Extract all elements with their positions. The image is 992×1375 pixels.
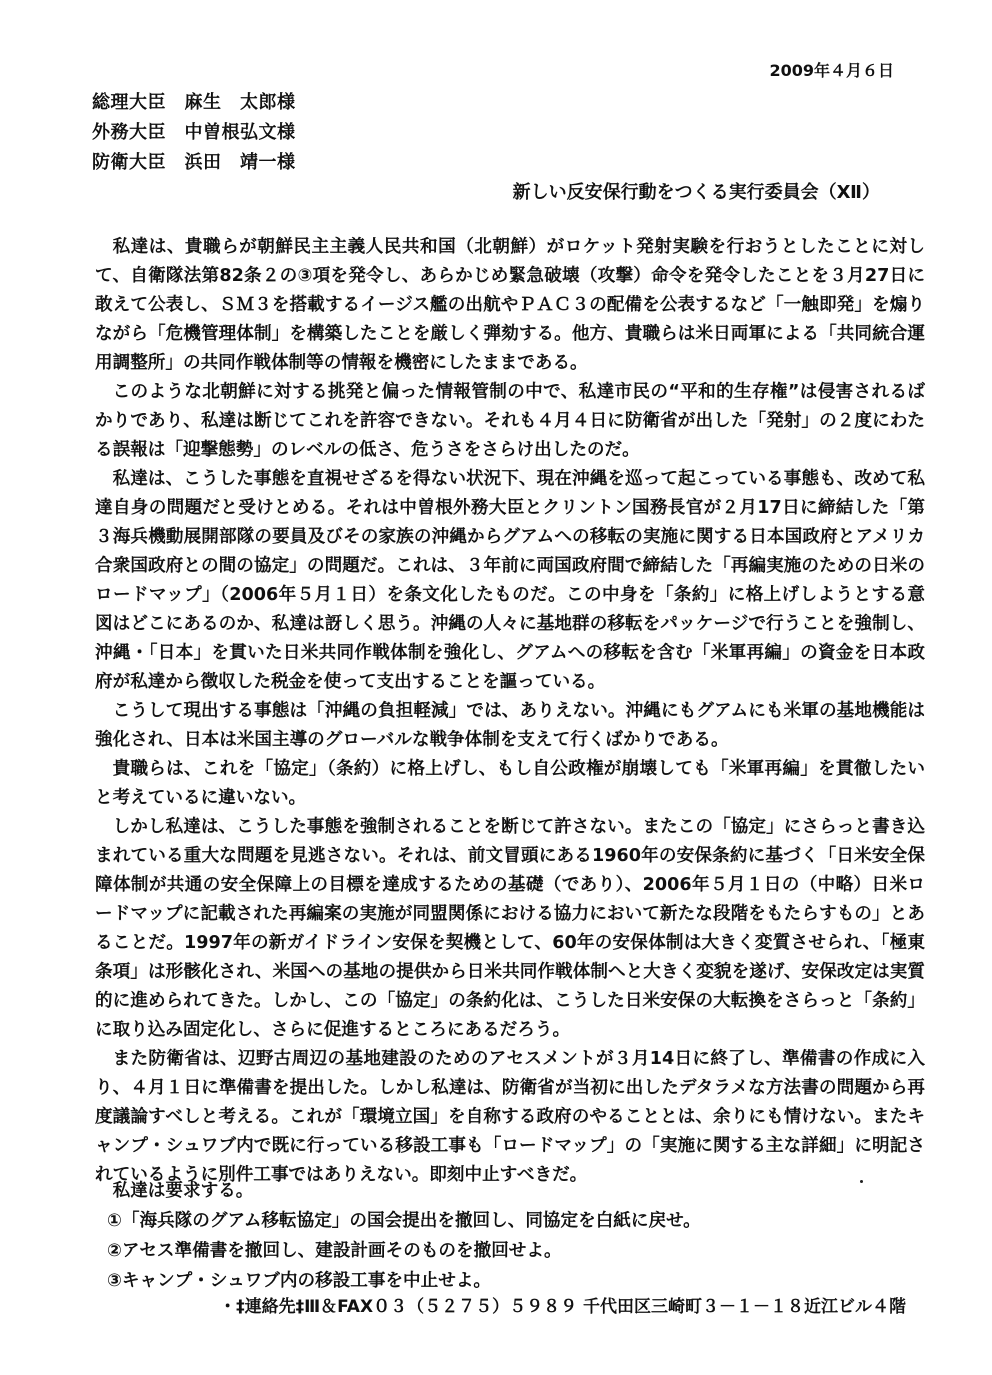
document-date: 2009年４月６日 bbox=[769, 61, 894, 80]
addressee-defense-minister: 防衛大臣 浜田 靖一様 bbox=[92, 152, 296, 173]
paragraph: しかし私達は、こうした事態を強制されることを断じて許さない。またこの「協定」にさらっと書き込まれている重大な問題を見逃さない。それは、前文冒頭にある1960年の安保条約に基づく「日米安全保障体制が共通の安全保障上の目標を達成するための基礎（であり）、2006年５月１日の（中略）日米ロードマップに記載された再編案の実施が同盟関係における協力において新たな段階をもたらすもの」とあることだ。1997年の新ガイドライン安保を契機として、60年の安保体制は大きく変質させられ、「極東条項」は形骸化され、米国への基地の提供から日米共同作戦体制へと大きく変貌を遂げ、安保改定は実質的に進められてきた。しかし、この「協定」の条約化は、こうした日米安保の大転換をさらっと「条約」に取り込み固定化し、さらに促進するところにあるだろう。 bbox=[95, 817, 925, 1040]
paragraph: 私達は、こうした事態を直視せざるを得ない状況下、現在沖縄を巡って起こっている事態も、改めて私達自身の問題だと受けとめる。それは中曽根外務大臣とクリントン国務長官が２月17日に締結した「第３海兵機動展開部隊の要員及びその家族の沖縄からグアムへの移転の実施に関する日本国政府とアメリカ合衆国政府との間の協定」の問題だ。これは、３年前に両国政府間で締結した「再編実施のための日米のロードマップ」（2006年５月１日）を条文化したものだ。この中身を「条約」に格上げしようとする意図はどこにあるのか、私達は訝しく思う。沖縄の人々に基地群の移転をパッケージで行うことを強制し、沖縄・「日本」を貫いた日米共同作戦体制を強化し、グアムへの移転を含む「米軍再編」の資金を日本政府が私達から徴収した税金を使って支出することを謳っている。 bbox=[95, 469, 925, 692]
demand-item: ③キャンプ・シュワブ内の移設工事を中止せよ。 bbox=[107, 1271, 492, 1291]
demands-intro: 私達は要求する。 bbox=[112, 1181, 254, 1201]
addressee-foreign-minister: 外務大臣 中曽根弘文様 bbox=[92, 122, 296, 143]
demand-item: ②アセス準備書を撤回し、建設計画そのものを撤回せよ。 bbox=[107, 1241, 562, 1261]
scan-speck bbox=[860, 1180, 863, 1183]
contact-info: ・‡連絡先‡Ⅲ＆FAX０３（５２７５）５９８９ 千代田区三崎町３－１－１８近江ビル４階 bbox=[219, 1297, 906, 1317]
letter-body bbox=[95, 233, 925, 1190]
addressee-list bbox=[92, 88, 296, 178]
sender-name: 新しい反安保行動をつくる実行委員会（Ⅻ） bbox=[512, 182, 880, 203]
paragraph: 私達は、貴職らが朝鮮民主主義人民共和国（北朝鮮）がロケット発射実験を行おうとしたことに対して、自衛隊法第82条２の③項を発令し、あらかじめ緊急破壊（攻撃）命令を発令したことを３月27日に敢えて公表し、ＳＭ３を搭載するイージス艦の出航やＰＡＣ３の配備を公表するなど「一触即発」を煽りながら「危機管理体制」を構築したことを厳しく弾劾する。他方、貴職らは米日両軍による「共同統合運用調整所」の共同作戦体制等の情報を機密にしたままである。 bbox=[95, 237, 925, 373]
paragraph: このような北朝鮮に対する挑発と偏った情報管制の中で、私達市民の“平和的生存権”は侵害されるばかりであり、私達は断じてこれを許容できない。それも４月４日に防衛省が出した「発射」の２度にわたる誤報は「迎撃態勢」のレベルの低さ、危うさをさらけ出したのだ。 bbox=[95, 382, 925, 460]
demand-item: ①「海兵隊のグアム移転協定」の国会提出を撤回し、同協定を白紙に戻せ。 bbox=[107, 1211, 701, 1231]
paragraph: また防衛省は、辺野古周辺の基地建設のためのアセスメントが３月14日に終了し、準備書の作成に入り、４月１日に準備書を提出した。しかし私達は、防衛省が当初に出したデタラメな方法書の問題から再度議論すべしと考える。これが「環境立国」を自称する政府のやることとは、余りにも情けない。またキャンプ・シュワブ内で既に行っている移設工事も「ロードマップ」の「実施に関する主な詳細」に明記されているように別件工事ではありえない。即刻中止すべきだ。 bbox=[95, 1049, 925, 1185]
addressee-prime-minister: 総理大臣 麻生 太郎様 bbox=[92, 92, 296, 113]
paragraph: こうして現出する事態は「沖縄の負担軽減」では、ありえない。沖縄にもグアムにも米軍の基地機能は強化され、日本は米国主導のグローバルな戦争体制を支えて行くばかりである。 bbox=[95, 701, 925, 750]
paragraph: 貴職らは、これを「協定」（条約）に格上げし、もし自公政権が崩壊しても「米軍再編」を貫徹したいと考えているに違いない。 bbox=[95, 759, 925, 808]
demands-section bbox=[95, 1177, 925, 1296]
